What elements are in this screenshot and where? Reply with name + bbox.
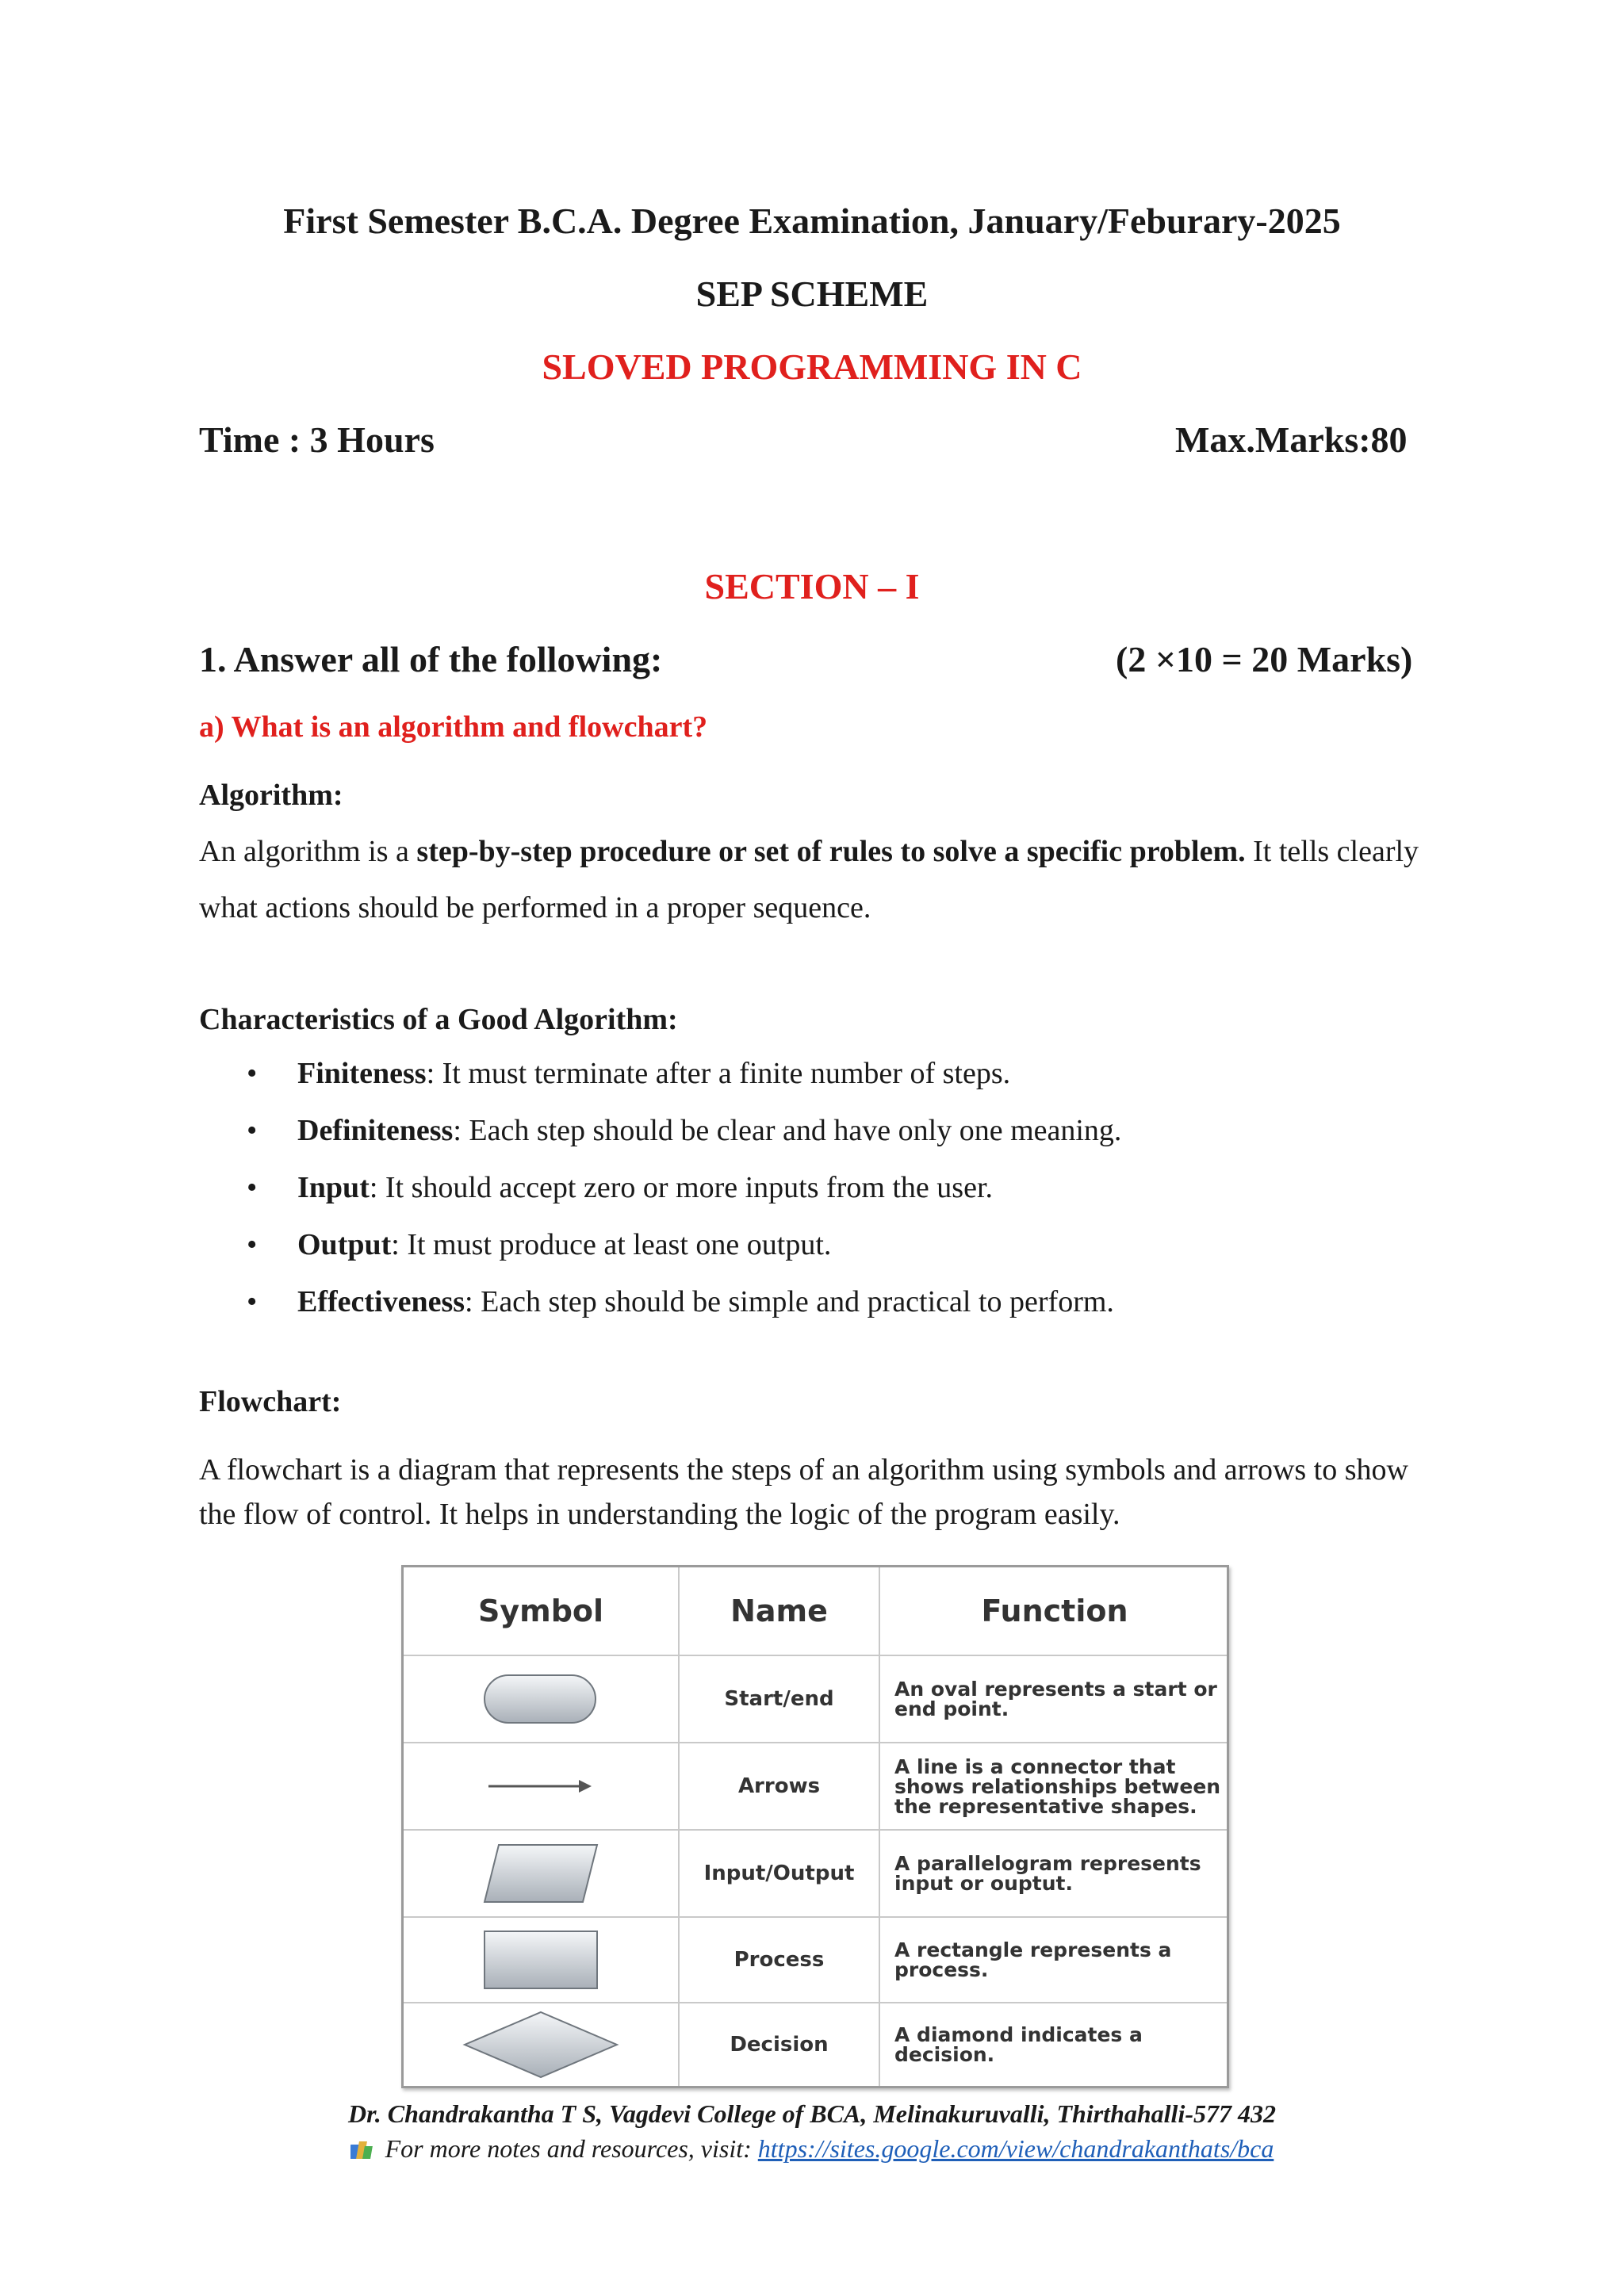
question-marks: (2 ×10 = 20 Marks) <box>1116 639 1413 679</box>
oval-icon <box>481 1670 600 1728</box>
bullet-icon: • <box>247 1114 258 1147</box>
footer-author: Dr. Chandrakantha T S, Vagdevi College of BCA, Melinakuruvalli, Thirthahalli-577 432 <box>348 2099 1276 2128</box>
symbol-cell <box>404 2003 680 2086</box>
header-function: Function <box>981 1593 1128 1628</box>
table-row <box>404 1829 1227 1916</box>
table-row <box>404 1742 1227 1829</box>
subject-title: SLOVED PROGRAMMING IN C <box>542 346 1082 387</box>
characteristic-term: Effectiveness <box>297 1285 465 1318</box>
exam-time: Time : 3 Hours <box>199 419 435 460</box>
resources-link[interactable]: https://sites.google.com/view/chandrakanthats/bca <box>757 2134 1274 2163</box>
max-marks: Max.Marks:80 <box>1175 419 1408 460</box>
diamond-icon <box>462 2009 620 2080</box>
symbol-name: Input/Output <box>680 1831 880 1916</box>
algorithm-def-suffix: It tells clearly what actions should be performed in a proper sequence. <box>199 835 1419 924</box>
symbol-function: A line is a connector that shows relationships between the representative shapes. <box>894 1755 1221 1818</box>
rectangle-icon <box>481 1928 600 1992</box>
scheme-label: SEP SCHEME <box>695 274 929 314</box>
list-item <box>199 1167 1121 1224</box>
table-row <box>404 1655 1227 1742</box>
symbol-cell <box>404 1831 680 1916</box>
algorithm-definition <box>199 824 1444 936</box>
bullet-icon: • <box>247 1057 258 1090</box>
symbol-function: A rectangle represents a process. <box>894 1938 1172 1981</box>
algorithm-def-prefix: An algorithm is a <box>199 835 417 868</box>
flowchart-label: Flowchart: <box>199 1385 342 1418</box>
characteristic-term: Definiteness <box>297 1114 454 1147</box>
symbol-function: An oval represents a start or end point. <box>894 1678 1217 1720</box>
symbol-name: Decision <box>680 2003 880 2086</box>
characteristic-desc: : Each step should be clear and have only one meaning. <box>453 1114 1122 1147</box>
list-item <box>199 1281 1121 1338</box>
symbol-cell <box>404 1656 680 1742</box>
characteristic-desc: : It must produce at least one output. <box>391 1228 832 1261</box>
characteristic-desc: : Each step should be simple and practical to perform. <box>465 1285 1114 1318</box>
symbol-name: Process <box>680 1918 880 2002</box>
table-header-row <box>404 1567 1227 1655</box>
bullet-icon: • <box>247 1171 258 1204</box>
characteristic-desc: : It must terminate after a finite number of steps. <box>426 1057 1011 1090</box>
books-icon <box>350 2137 377 2167</box>
characteristics-label: Characteristics of a Good Algorithm: <box>199 1003 678 1036</box>
question-heading: 1. Answer all of the following: <box>199 639 663 679</box>
characteristic-term: Output <box>297 1228 392 1261</box>
list-item <box>199 1224 1121 1281</box>
flowchart-definition: A flowchart is a diagram that represents the steps of an algorithm using symbols and arrows to show the flow of control. It helps in understanding the logic of the program easily. <box>199 1453 1408 1531</box>
table-row <box>404 1916 1227 2002</box>
characteristic-desc: : It should accept zero or more inputs from the user. <box>369 1171 994 1204</box>
symbol-name: Arrows <box>680 1743 880 1829</box>
symbol-cell <box>404 1743 680 1829</box>
algorithm-def-bold: step-by-step procedure or set of rules to solve a specific problem. <box>416 835 1246 868</box>
symbol-function: A diamond indicates a decision. <box>894 2023 1143 2066</box>
header-symbol: Symbol <box>404 1567 680 1655</box>
bullet-icon: • <box>247 1285 258 1318</box>
parallelogram-icon <box>481 1842 600 1905</box>
flowchart-symbol-table <box>401 1565 1229 2088</box>
symbol-function: A parallelogram represents input or ouptut. <box>894 1852 1201 1895</box>
question-a: a) What is an algorithm and flowchart? <box>199 710 708 744</box>
symbol-cell <box>404 1918 680 2002</box>
list-item <box>199 1053 1121 1110</box>
bullet-icon: • <box>247 1228 258 1261</box>
table-row <box>404 2002 1227 2086</box>
header-name: Name <box>680 1567 880 1655</box>
characteristic-term: Finiteness <box>297 1057 427 1090</box>
footer-visit <box>0 2134 1624 2167</box>
characteristic-term: Input <box>297 1171 370 1204</box>
symbol-name: Start/end <box>680 1656 880 1742</box>
characteristics-list <box>199 1053 1121 1338</box>
exam-title: First Semester B.C.A. Degree Examination, January/Feburary-2025 <box>283 201 1341 241</box>
footer-visit-text: For more notes and resources, visit: <box>385 2134 758 2163</box>
arrow-icon <box>485 1774 596 1798</box>
section-title: SECTION – I <box>704 566 920 607</box>
list-item <box>199 1110 1121 1167</box>
algorithm-label: Algorithm: <box>199 779 343 812</box>
